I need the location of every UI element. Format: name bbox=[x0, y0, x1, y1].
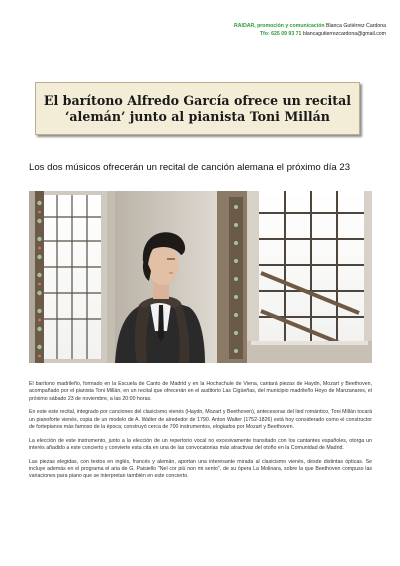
header-email[interactable]: blancagutierrezcardona@gmail.com bbox=[302, 30, 386, 37]
headline bbox=[44, 93, 351, 125]
header-organization: RAIDAR, promoción y comunicación bbox=[234, 23, 325, 29]
header-line-1 bbox=[234, 23, 386, 31]
header-line-2 bbox=[234, 31, 386, 39]
article-body bbox=[29, 381, 372, 487]
headline-line-2: ‘alemán’ junto al pianista Toni Millán bbox=[65, 108, 330, 124]
contact-header bbox=[234, 23, 386, 38]
header-phone: Tfo: 625 09 93 71 bbox=[259, 30, 302, 37]
paragraph-3: La elección de este instrumento, junto a la elección de un repertorio vocal no excesivamente transitado con los cantantes españoles, otorga un interés añadido a este concierto y convierte esta cita en una de las convocatorias más atractivas del otoño en la Comunidad de Madrid. bbox=[29, 437, 372, 451]
headline-box bbox=[35, 82, 360, 135]
paragraph-4: Las piezas elegidas, con textos en inglés, francés y alemán, aportan una interesante mirada al clasicismo vienés, desde distintas ópticas. Se incluye además en el programa el aria de G. Paisiello "Nel cor più non mi sento", de su ópera La Molinara, sobre la que Beethoven compuso las variaciones para piano que se interpretan también en este concierto. bbox=[29, 458, 372, 479]
photo-baritone-by-window bbox=[29, 191, 372, 363]
paragraph-1: El barítono madrileño, formado en la Escuela de Canto de Madrid y en la Hochschule de Viena, cantará piezas de Haydn, Mozart y Beethoven, acompañado por el pianista Toni Millán, en un recital que ofrecerán en el auditorio Las Cigüeñas, del municipio madrileño Hoyo de Manzanares, el próximo sábado 23 de noviembre, a las 20:00 horas. bbox=[29, 381, 372, 402]
photo-illustration bbox=[29, 191, 372, 363]
subheadline: Los dos músicos ofrecerán un recital de canción alemana el próximo día 23 bbox=[29, 162, 351, 173]
headline-line-1: El barítono Alfredo García ofrece un recital bbox=[43, 92, 352, 108]
paragraph-2: En este este recital, integrado por canciones del clasicismo vienés (Haydn, Mozart y Beethoven), antecesoras del lied romántico, Toni Millán tocará un pianoforte vienés, copia de un modelo de A. Walter de alrededor de 1790. Anton Walter (1752-1826) está hoy considerado como el constructor de fortepianos más famoso de la época; construyó cerca de 700 instrumentos, elogiados por Mozart y Beethoven. bbox=[29, 409, 372, 430]
header-contact-name: Blanca Gutiérrez Cardona bbox=[326, 23, 386, 29]
